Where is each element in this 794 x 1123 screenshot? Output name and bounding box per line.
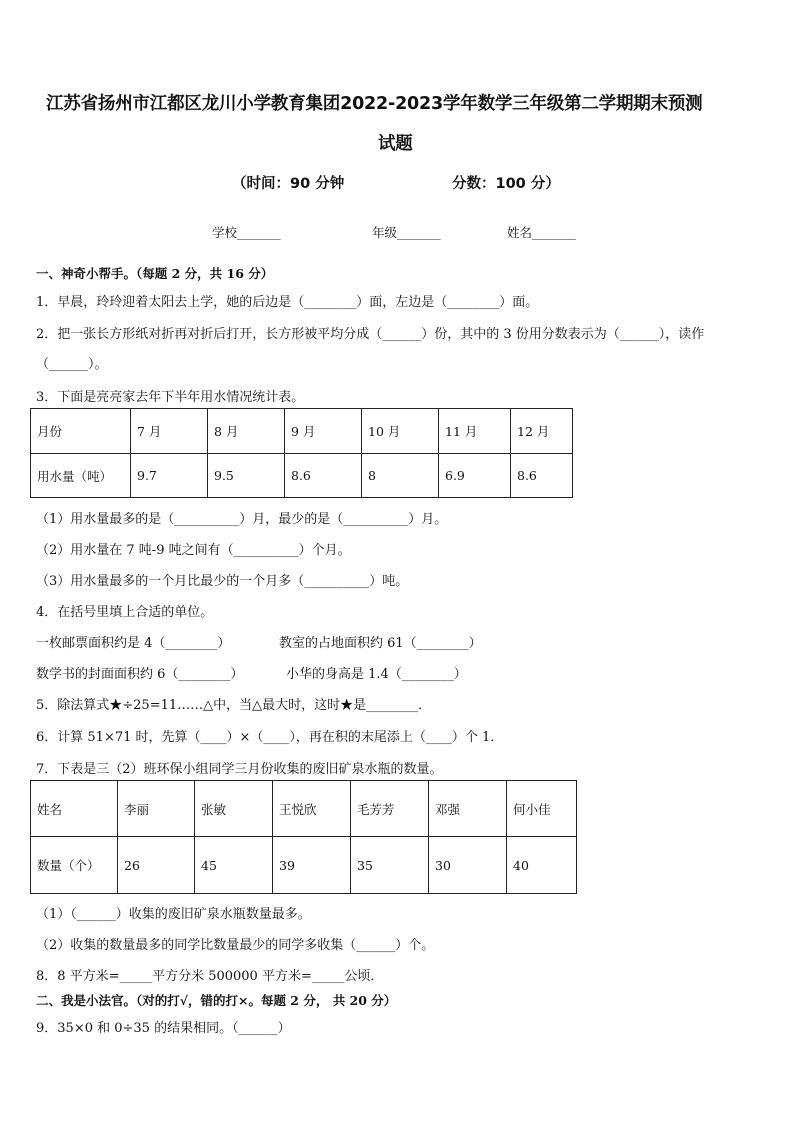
table-cell: 11 月 xyxy=(439,409,511,454)
table-cell: 8.6 xyxy=(285,454,362,498)
table-cell: 26 xyxy=(118,837,195,894)
table-header-row xyxy=(31,781,577,837)
table-cell: 35 xyxy=(351,837,429,894)
table-cell: 王悦欣 xyxy=(273,781,351,837)
question-2-line2: （______）。 xyxy=(36,357,108,372)
question-7: 7．下表是三（2）班环保小组同学三月份收集的废旧矿泉水瓶的数量。 xyxy=(36,762,443,777)
question-3: 3．下面是亮亮家去年下半年用水情况统计表。 xyxy=(36,390,305,405)
question-7-1: （1）（______）收集的废旧矿泉水瓶数量最多。 xyxy=(36,907,311,922)
grade-field: 年级_______ xyxy=(372,225,441,240)
exam-score: 分数：100 分） xyxy=(452,176,560,192)
table-row xyxy=(31,837,577,894)
exam-time: （时间：90 分钟 xyxy=(232,176,345,192)
table-cell: 李丽 xyxy=(118,781,195,837)
water-usage-table xyxy=(30,408,573,498)
table-cell: 7 月 xyxy=(131,409,208,454)
bottle-collection-table xyxy=(30,780,577,894)
name-field: 姓名_______ xyxy=(507,225,576,240)
table-cell: 姓名 xyxy=(31,781,118,837)
table-cell: 8 xyxy=(362,454,439,498)
question-3-1: （1）用水量最多的是（__________）月，最少的是（__________）月。 xyxy=(36,512,448,527)
table-cell: 用水量（吨） xyxy=(31,454,131,498)
table-cell: 何小佳 xyxy=(507,781,577,837)
question-1: 1．早晨，玲玲迎着太阳去上学，她的后边是（________）面，左边是（________）面。 xyxy=(36,295,539,310)
question-3-3: （3）用水量最多的一个月比最少的一个月多（__________）吨。 xyxy=(36,574,409,589)
doc-title-line1: 江苏省扬州市江都区龙川小学教育集团2022-2023学年数学三年级第二学期期末预测 xyxy=(46,94,703,114)
table-cell: 邓强 xyxy=(429,781,507,837)
table-row xyxy=(31,454,573,498)
table-cell: 8.6 xyxy=(511,454,573,498)
table-cell: 40 xyxy=(507,837,577,894)
question-8: 8．8 平方米=_____平方分米 500000 平方米=_____公顷． xyxy=(36,969,384,984)
table-cell: 9 月 xyxy=(285,409,362,454)
table-cell: 10 月 xyxy=(362,409,439,454)
question-7-2: （2）收集的数量最多的同学比数量最少的同学多收集（______）个。 xyxy=(36,938,435,953)
question-2-line1: 2．把一张长方形纸对折再对折后打开，长方形被平均分成（______）份，其中的 3 份用分数表示为（______），读作 xyxy=(36,327,705,342)
table-cell: 数量（个） xyxy=(31,837,118,894)
school-field: 学校_______ xyxy=(212,225,281,240)
question-4: 4．在括号里填上合适的单位。 xyxy=(36,605,214,620)
question-6: 6．计算 51×71 时，先算（____）×（____），再在积的末尾添上（____）个 1． xyxy=(36,730,504,745)
table-cell: 9.7 xyxy=(131,454,208,498)
table-cell: 30 xyxy=(429,837,507,894)
table-cell: 39 xyxy=(273,837,351,894)
question-4-c: 数学书的封面面积约 6（________） xyxy=(36,667,244,682)
table-cell: 张敏 xyxy=(195,781,273,837)
question-3-2: （2）用水量在 7 吨-9 吨之间有（__________）个月。 xyxy=(36,543,351,558)
question-5: 5．除法算式★÷25=11……△中，当△最大时，这时★是________． xyxy=(36,698,432,713)
question-9: 9．35×0 和 0÷35 的结果相同。（______） xyxy=(36,1021,291,1036)
question-4-b: 教室的占地面积约 61（________） xyxy=(279,636,482,651)
table-cell: 月份 xyxy=(31,409,131,454)
section-2-heading: 二、我是小法官。（对的打√，错的打×。每题 2 分， 共 20 分） xyxy=(36,993,397,1008)
table-cell: 9.5 xyxy=(208,454,285,498)
table-cell: 12 月 xyxy=(511,409,573,454)
doc-title-line2: 试题 xyxy=(378,134,413,154)
table-cell: 45 xyxy=(195,837,273,894)
section-1-heading: 一、神奇小帮手。（每题 2 分，共 16 分） xyxy=(36,266,274,281)
table-cell: 8 月 xyxy=(208,409,285,454)
question-4-a: 一枚邮票面积约是 4（________） xyxy=(36,636,231,651)
table-cell: 6.9 xyxy=(439,454,511,498)
question-4-d: 小华的身高是 1.4（________） xyxy=(286,667,467,682)
table-cell: 毛芳芳 xyxy=(351,781,429,837)
table-header-row xyxy=(31,409,573,454)
